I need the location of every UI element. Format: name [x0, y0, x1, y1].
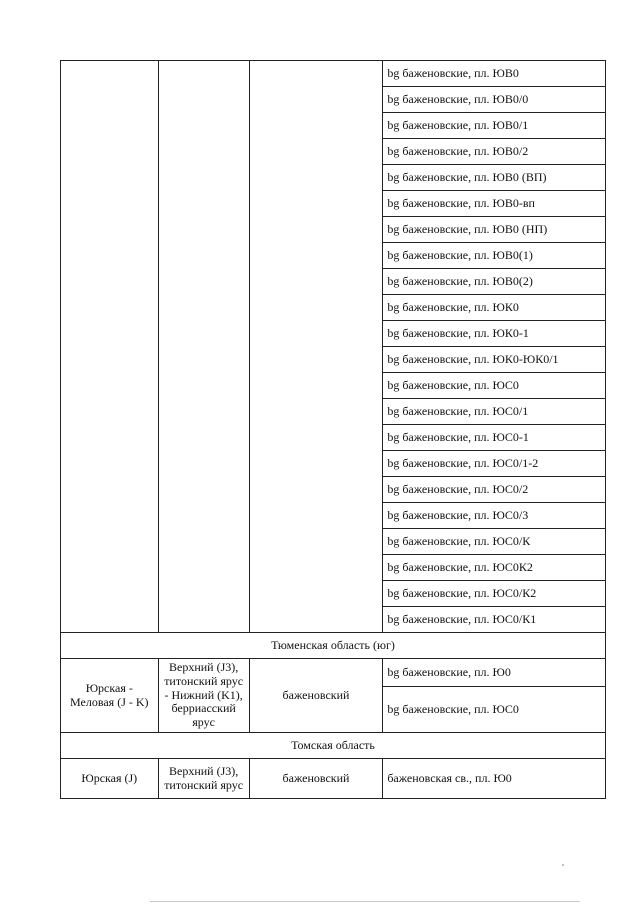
bed-cell: bg баженовские, пл. Ю0	[383, 659, 606, 687]
bed-cell: bg баженовские, пл. ЮВ0/2	[383, 139, 606, 165]
stage-cell: Верхний (J3), титонский ярус - Нижний (K1), берриасский ярус	[158, 659, 249, 733]
stage-cell-continued	[158, 61, 249, 633]
bed-cell: bg баженовские, пл. ЮС0-1	[383, 425, 606, 451]
bed-cell: bg баженовские, пл. ЮК0	[383, 295, 606, 321]
formation-cell: баженовский	[249, 659, 383, 733]
system-cell-continued	[61, 61, 159, 633]
formation-cell-continued	[249, 61, 383, 633]
scan-edge-line	[150, 901, 580, 902]
bed-cell: bg баженовские, пл. ЮВ0/1	[383, 113, 606, 139]
bed-cell: bg баженовские, пл. ЮС0/1	[383, 399, 606, 425]
table-body	[61, 61, 606, 799]
system-cell: Юрская (J)	[61, 759, 159, 799]
stage-cell: Верхний (J3), титонский ярус	[158, 759, 249, 799]
bed-cell: bg баженовские, пл. ЮС0/2	[383, 477, 606, 503]
stratigraphy-table	[60, 60, 606, 799]
table-row	[61, 659, 606, 687]
table-row	[61, 759, 606, 799]
bed-cell: bg баженовские, пл. ЮК0-1	[383, 321, 606, 347]
bed-cell: баженовская св., пл. Ю0	[383, 759, 606, 799]
bed-cell: bg баженовские, пл. ЮВ0	[383, 61, 606, 87]
bed-cell: bg баженовские, пл. ЮВ0(1)	[383, 243, 606, 269]
table-row	[61, 61, 606, 87]
region-heading: Томская область	[61, 733, 606, 759]
bed-cell: bg баженовские, пл. ЮВ0(2)	[383, 269, 606, 295]
bed-cell: bg баженовские, пл. ЮС0/3	[383, 503, 606, 529]
region-row-tomsk	[61, 733, 606, 759]
bed-cell: bg баженовские, пл. ЮВ0-вп	[383, 191, 606, 217]
formation-cell: баженовский	[249, 759, 383, 799]
region-row-tyumen	[61, 633, 606, 659]
bed-cell: bg баженовские, пл. ЮВ0 (ВП)	[383, 165, 606, 191]
bed-cell: bg баженовские, пл. ЮС0/К1	[383, 607, 606, 633]
bed-cell: bg баженовские, пл. ЮС0	[383, 687, 606, 733]
bed-cell: bg баженовские, пл. ЮС0К2	[383, 555, 606, 581]
bed-cell: bg баженовские, пл. ЮК0-ЮК0/1	[383, 347, 606, 373]
bed-cell: bg баженовские, пл. ЮС0	[383, 373, 606, 399]
bed-cell: bg баженовские, пл. ЮС0/К	[383, 529, 606, 555]
bed-cell: bg баженовские, пл. ЮС0/К2	[383, 581, 606, 607]
bed-cell: bg баженовские, пл. ЮВ0/0	[383, 87, 606, 113]
scan-artifact	[562, 864, 564, 866]
system-cell: Юрская - Меловая (J - K)	[61, 659, 159, 733]
bed-cell: bg баженовские, пл. ЮВ0 (НП)	[383, 217, 606, 243]
region-heading: Тюменская область (юг)	[61, 633, 606, 659]
bed-cell: bg баженовские, пл. ЮС0/1-2	[383, 451, 606, 477]
